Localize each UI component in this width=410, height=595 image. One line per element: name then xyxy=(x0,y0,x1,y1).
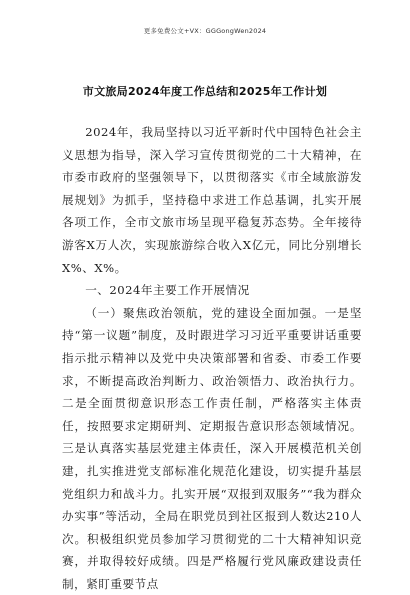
section-paragraph: （一）聚焦政治领航，党的建设全面加强。一是坚持“第一议题”制度，及时跟进学习习近平重要讲话重要指示批示精神以及党中央决策部署和省委、市委工作要求，不断提高政治判断力、政治领悟力、政治执行力。二是全面贯彻意识形态工作责任制，严格落实主体责任，按照要求定期研判、定期报告意识形态领域情况。三是认真落实基层党建主体责任，深入开展模范机关创建，扎实推进党支部标准化规范化建设，切实提升基层党组织力和战斗力。扎实开展“双报到双服务”“我为群众办实事”等活动，全局在职党员到社区报到人数达210人次。积极组织党员参加学习贯彻党的二十大精神知识竞赛，并取得较好成绩。四是严格履行党风廉政建设责任制，紧盯重要节点 xyxy=(62,305,362,591)
document-body xyxy=(62,121,362,595)
section-heading: 一、2024年主要工作开展情况 xyxy=(85,283,250,298)
document-title: 市文旅局2024年度工作总结和2025年工作计划 xyxy=(82,85,328,98)
intro-paragraph: 2024年，我局坚持以习近平新时代中国特色社会主义思想为指导，深入学习宣传贯彻党的二十大精神，在市委市政府的坚强领导下，以贯彻落实《市全域旅游发展规划》为抓手，坚持稳中求进工作总基调，扎实开展各项工作，全市文旅市场呈现平稳复苏态势。全年接待游客X万人次，实现旅游综合收入X亿元，同比分别增长X%、X%。 xyxy=(62,125,362,275)
header-note: 更多免费公文+VX：GGGongWen2024 xyxy=(143,27,267,35)
